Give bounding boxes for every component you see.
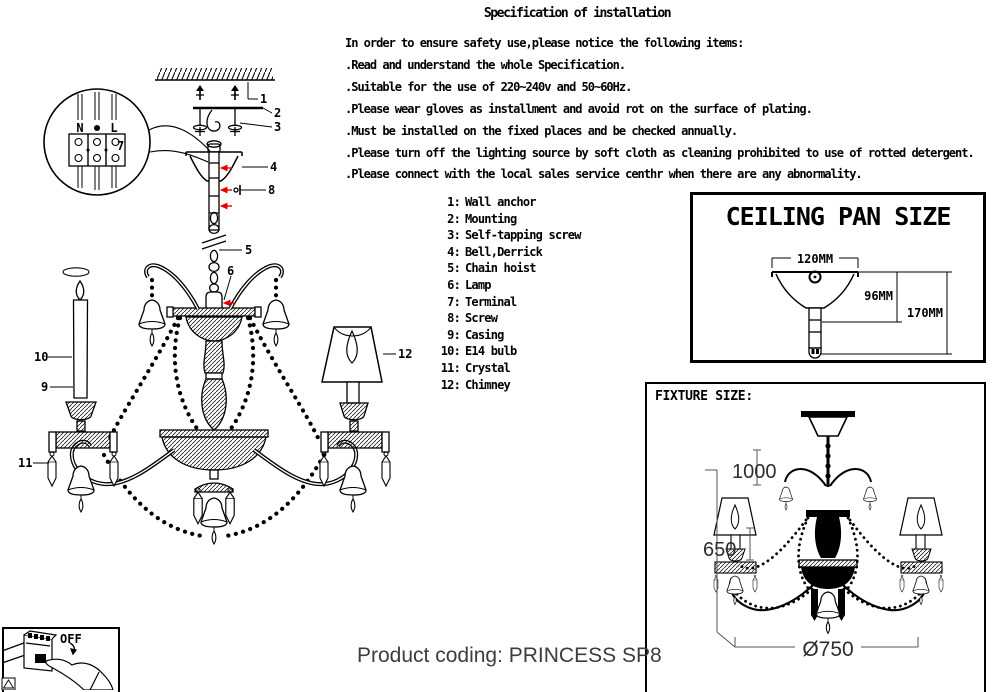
lamp-socket [206, 292, 222, 308]
breaker-off-label: OFF [60, 632, 82, 646]
wire-dot [94, 125, 100, 131]
callout-1: 1 [260, 92, 268, 106]
glass-bell [263, 300, 289, 346]
glass-bell [816, 592, 839, 633]
crystal-pendant [939, 575, 943, 592]
fixture-size-title: FIXTURE SIZE: [655, 389, 753, 404]
glass-bell [340, 466, 366, 512]
part-row: 3: Self-tapping screw [447, 228, 581, 243]
crystal-pendant [226, 488, 234, 524]
part-row: 2: Mounting [447, 211, 517, 226]
crystal-pendant [48, 452, 56, 486]
screw-icon [234, 185, 266, 195]
crystal-pendant [194, 488, 202, 524]
part-row: 5: Chain hoist [447, 261, 536, 276]
dim-650: 650 [703, 539, 737, 561]
part-row: 6: Lamp [447, 277, 491, 292]
terminal-label-l: L [110, 121, 118, 135]
dim-diameter: Ø750 [802, 638, 854, 661]
breaker-drawing [2, 631, 113, 690]
fixture-drawing [705, 411, 943, 647]
chandelier-diagram [33, 265, 396, 544]
callout-6: 6 [227, 264, 235, 278]
terminal-label-n: N [76, 121, 84, 135]
crystal-pendant [753, 575, 757, 592]
callout-3: 3 [274, 120, 282, 134]
instruction-item: .Suitable for the use of 220~240v and 50~60Hz. [345, 79, 632, 94]
tapping-screw-icon [194, 109, 207, 136]
dim-170mm: 170MM [906, 306, 943, 320]
part-row: 7: Terminal [447, 294, 517, 309]
dim-120mm: 120MM [796, 252, 834, 266]
part-row: 12: Chimney [440, 377, 510, 392]
dim-1000: 1000 [732, 461, 777, 483]
part-row: 9: Casing [447, 327, 504, 342]
callout-9: 9 [41, 380, 49, 394]
pointing-hand [46, 659, 113, 690]
ceiling-pan-size-title: CEILING PAN SIZE [725, 202, 951, 231]
ceiling-hatch [157, 68, 273, 80]
part-row: 4: Bell,Derrick [447, 244, 543, 259]
mounting-hook [207, 110, 220, 131]
dim-96mm: 96MM [864, 289, 893, 303]
glass-bell [727, 576, 743, 605]
chain-hoist [202, 212, 226, 292]
part-row: 8: Screw [447, 311, 498, 326]
instruction-item: .Must be installed on the fixed places and be checked annually. [345, 123, 738, 138]
glass-bell [864, 487, 877, 510]
callout-10: 10 [34, 350, 49, 364]
callout-7: 7 [117, 139, 125, 153]
crystal-pendant [110, 452, 118, 486]
callout-8: 8 [268, 183, 276, 197]
part-row: 10: E14 bulb [440, 344, 517, 359]
part-row: 1: Wall anchor [447, 195, 536, 209]
instruction-item: .Please turn off the lighting source by soft cloth as cleaning prohibited to use of rotted detergent. [345, 145, 974, 160]
callout-11: 11 [18, 456, 33, 470]
glass-bell [780, 487, 793, 510]
page-title: Specification of installation [483, 6, 671, 21]
instructions-intro: In order to ensure safety use,please notice the following items: [345, 36, 744, 50]
callout-12: 12 [398, 347, 413, 361]
product-coding: Product coding: PRINCESS SP8 [357, 644, 662, 667]
fixture-right-shade [900, 498, 943, 605]
wall-anchor-icon [231, 85, 239, 100]
wall-anchor-icon [196, 85, 204, 100]
glass-bell [201, 498, 227, 544]
crystal-pendant [382, 452, 390, 486]
glass-bell [913, 576, 929, 605]
callout-2: 2 [274, 106, 282, 120]
glass-bell [139, 300, 165, 346]
glass-bell [68, 466, 94, 512]
instruction-item: .Please connect with the local sales service centhr when there are any abnormality. [345, 167, 862, 182]
left-candle-assembly [48, 268, 118, 512]
tapping-screw-icon [229, 109, 242, 136]
callout-5: 5 [245, 243, 253, 257]
callout-4: 4 [270, 160, 278, 174]
terminal-detail [44, 89, 210, 195]
instruction-item: .Please wear gloves as installment and avoid rot on the surface of plating. [345, 101, 812, 116]
flame [76, 281, 84, 300]
crystal-pendant [320, 452, 328, 486]
crystal-pendant [900, 575, 904, 592]
instruction-item: .Read and understand the whole Specification. [345, 57, 626, 72]
part-row: 11: Crystal [440, 360, 510, 375]
